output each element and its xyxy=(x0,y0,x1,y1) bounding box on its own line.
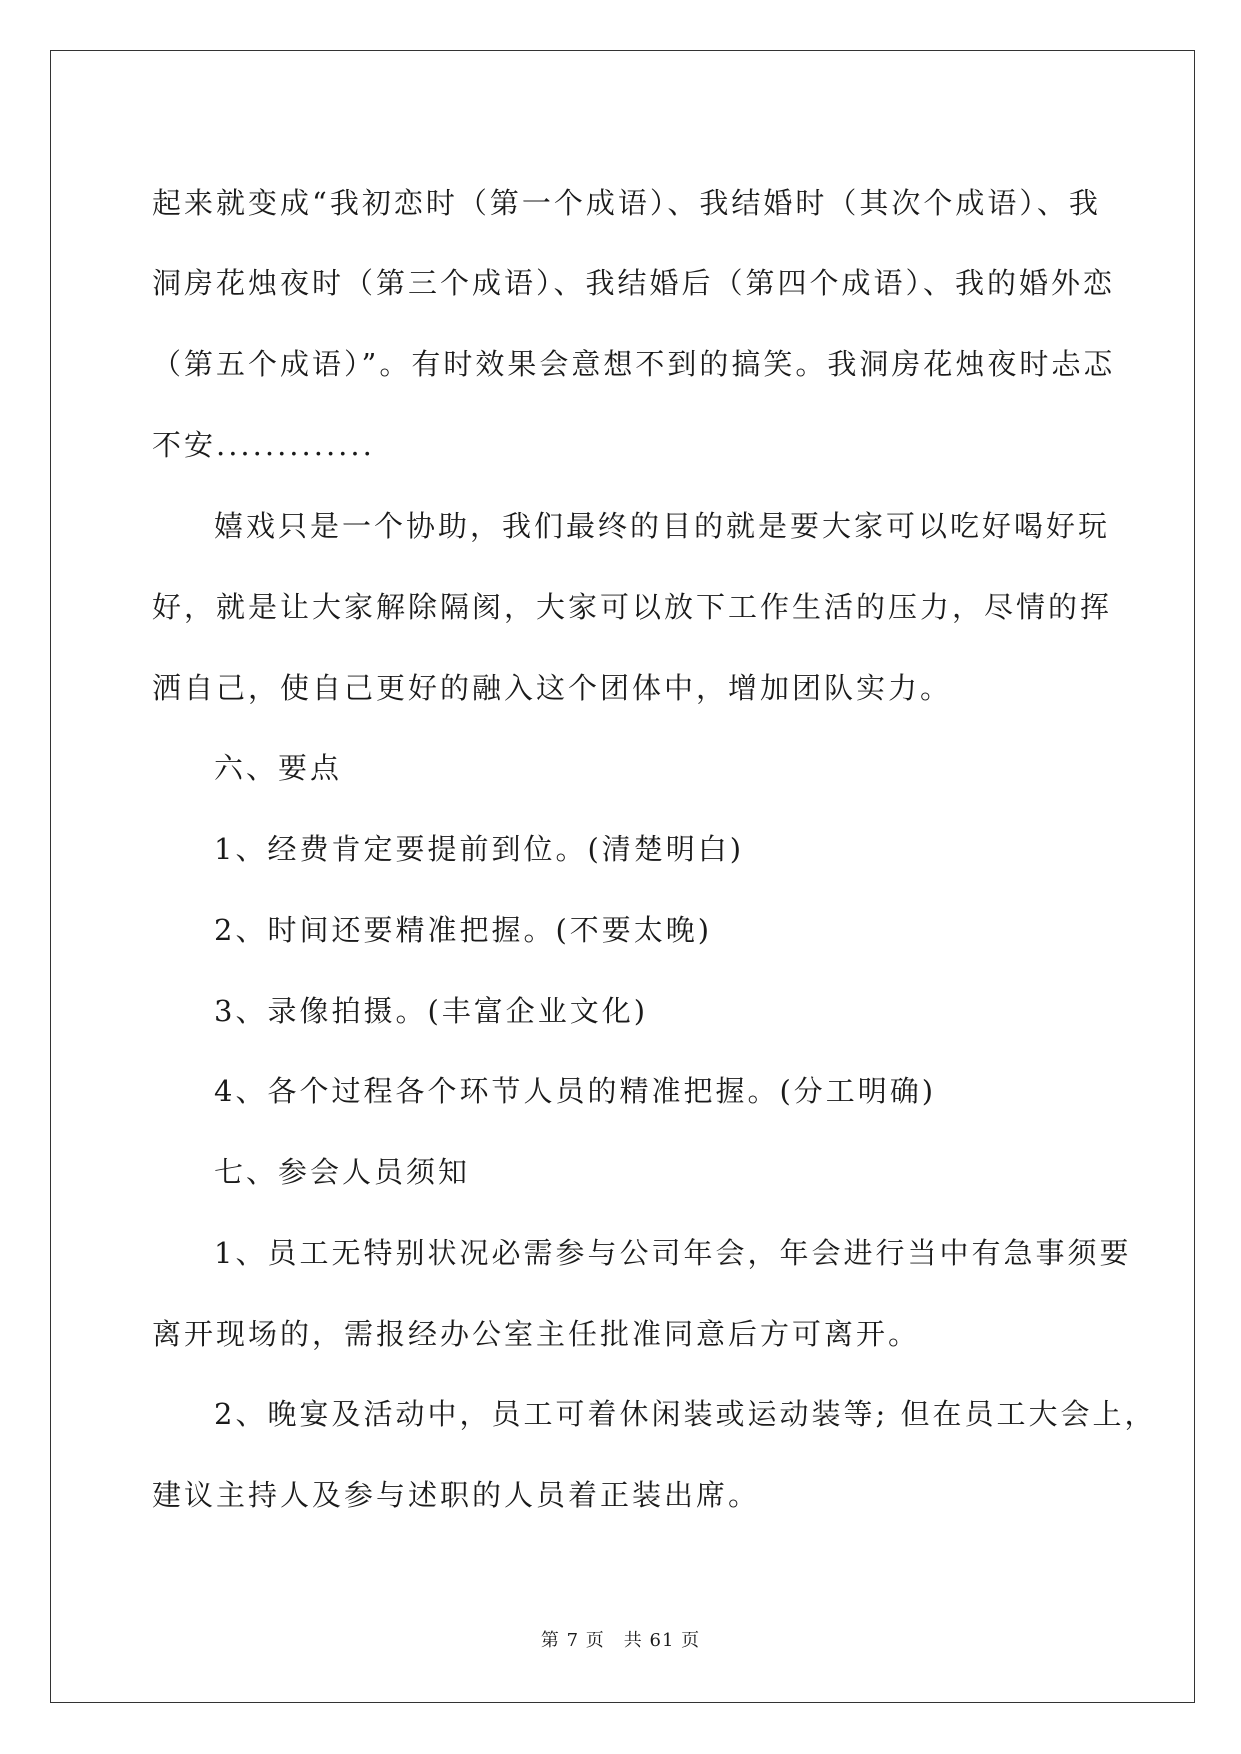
paragraph-line: 不安............. xyxy=(152,428,375,462)
paragraph-line: 起来就变成“我初恋时（第一个成语）、我结婚时（其次个成语）、我 xyxy=(152,186,1101,220)
list-item: 1、员工无特别状况必需参与公司年会，年会进行当中有急事须要 xyxy=(214,1236,1132,1270)
page-footer: 第 7 页 共 61 页 xyxy=(540,1630,701,1651)
paragraph-line: 嬉戏只是一个协助，我们最终的目的就是要大家可以吃好喝好玩 xyxy=(214,509,1111,543)
paragraph-line: 离开现场的，需报经办公室主任批准同意后方可离开。 xyxy=(152,1317,921,1351)
list-item: 3、录像拍摄。(丰富企业文化) xyxy=(214,994,649,1028)
paragraph-line: （第五个成语）”。有时效果会意想不到的搞笑。我洞房花烛夜时忐忑 xyxy=(152,347,1116,381)
list-item: 4、各个过程各个环节人员的精准把握。(分工明确) xyxy=(214,1074,937,1108)
list-item: 2、晚宴及活动中，员工可着休闲装或运动装等; 但在员工大会上， xyxy=(214,1397,1157,1431)
list-item: 1、经费肯定要提前到位。(清楚明白) xyxy=(214,832,745,866)
paragraph-line: 洞房花烛夜时（第三个成语）、我结婚后（第四个成语）、我的婚外恋 xyxy=(152,266,1116,300)
list-item: 2、时间还要精准把握。(不要太晚) xyxy=(214,913,713,947)
paragraph-line: 好，就是让大家解除隔阂，大家可以放下工作生活的压力，尽情的挥 xyxy=(152,590,1113,624)
paragraph-line: 洒自己，使自己更好的融入这个团体中，增加团队实力。 xyxy=(152,671,953,705)
section-heading: 七、参会人员须知 xyxy=(214,1155,471,1189)
paragraph-line: 建议主持人及参与述职的人员着正装出席。 xyxy=(152,1478,761,1512)
section-heading: 六、要点 xyxy=(214,751,343,785)
